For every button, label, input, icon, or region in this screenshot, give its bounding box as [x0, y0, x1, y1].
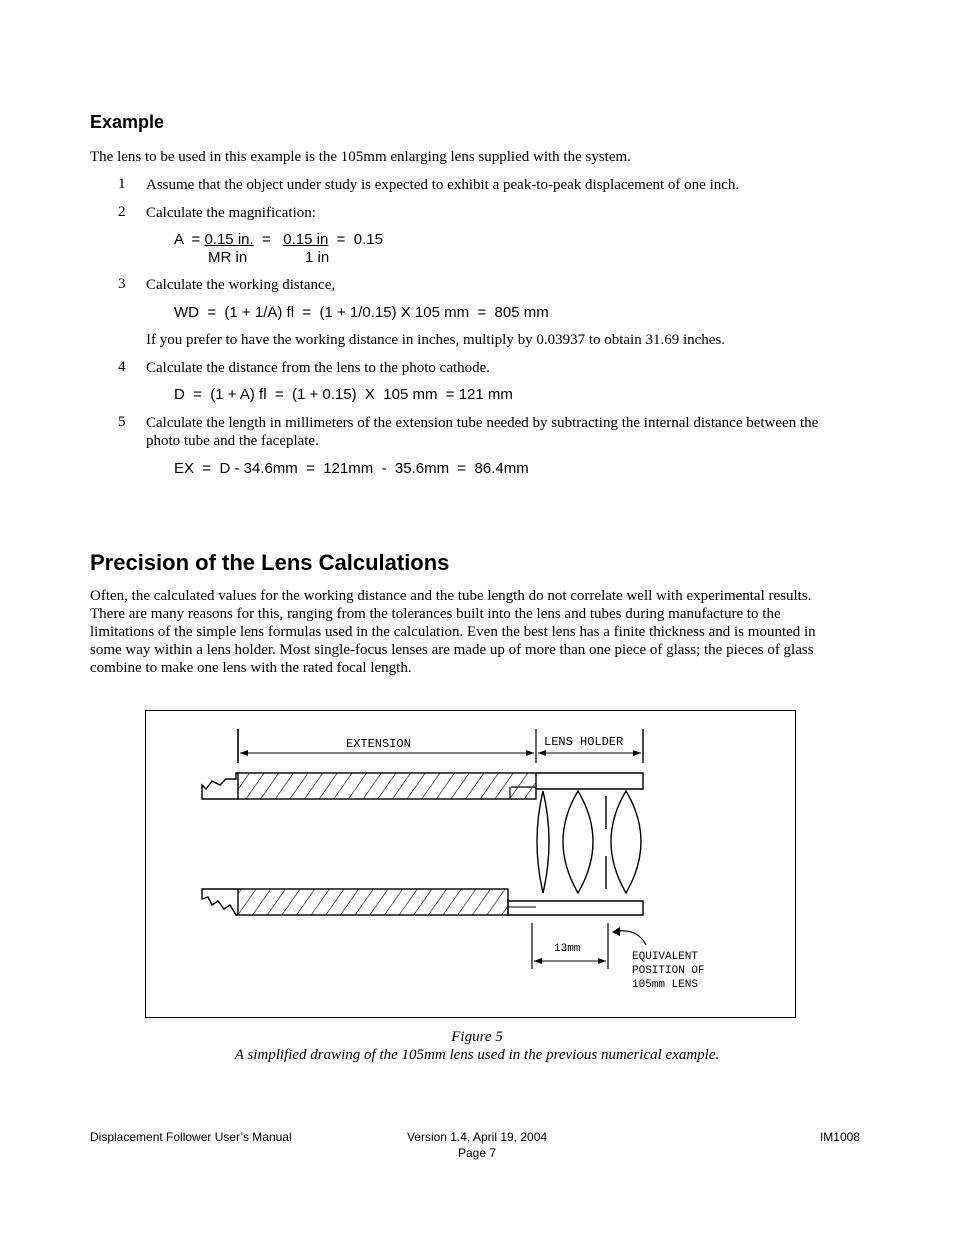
upper-tube-wall: [238, 773, 536, 799]
eq-lhs: A =: [174, 231, 205, 248]
working-distance-equation: WD = (1 + 1/A) fl = (1 + 1/0.15) X 105 mm = 805 mm: [174, 304, 549, 321]
precision-body: Often, the calculated values for the working distance and the tube length do not correlate well with experimental results. There are many reasons for this, ranging from the tolerances built into the lens and tubes during manufacture to the limitations of the simple lens formulas used in the calculation. Even the best lens has a finite thickness and is mounted in some way within a lens holder. Most single-focus lenses are made up of more than one piece of glass; the pieces of glass combine to make one lens with the rated focal length.: [90, 588, 816, 676]
upper-lens-holder: [536, 773, 643, 789]
step-number: 5: [118, 414, 126, 430]
equivalent-pointer-curve: [618, 931, 646, 945]
figure-lens-drawing: [145, 710, 796, 1018]
lens-element-2: [563, 791, 593, 893]
step-text: Calculate the working distance,: [146, 277, 336, 293]
step-text: Calculate the length in millimeters of the extension tube needed by subtracting the internal distance between the photo tube and the faceplate.: [146, 415, 819, 449]
figure-caption-text: A simplified drawing of the 105mm lens used in the previous numerical example.: [234, 1047, 720, 1063]
footer-right: IM1008: [819, 1130, 860, 1144]
magnification-equation: [174, 231, 383, 248]
eq-result: = 0.15: [328, 231, 383, 248]
lens-element-1: [537, 791, 549, 893]
13mm-arrow-left: [534, 958, 542, 964]
extension-label: EXTENSION: [346, 737, 411, 751]
eq-denominator-1: MR in: [208, 249, 248, 266]
distance-equation: D = (1 + A) fl = (1 + 0.15) X 105 mm = 121 mm: [174, 386, 513, 403]
working-distance-note: If you prefer to have the working distance in inches, multiply by 0.03937 to obtain 31.69 inches.: [146, 332, 726, 348]
eq-numerator-1: 0.15 in.: [204, 231, 254, 248]
precision-heading: Precision of the Lens Calculations: [90, 550, 450, 575]
lower-tube-wall: [238, 889, 508, 915]
step-number: 3: [118, 276, 126, 292]
step-text: Calculate the distance from the lens to the photo cathode.: [146, 360, 491, 376]
equivalent-label-line-1: EQUIVALENT: [632, 951, 699, 963]
extension-equation: EX = D - 34.6mm = 121mm - 35.6mm = 86.4mm: [174, 460, 529, 477]
step-number: 4: [118, 359, 126, 375]
lens-holder-arrow-right: [633, 750, 641, 756]
extension-arrow-left: [240, 750, 248, 756]
eq-equals: =: [253, 231, 284, 248]
example-intro: The lens to be used in this example is the 105mm enlarging lens supplied with the system.: [90, 149, 631, 165]
footer-page-number: Page 7: [457, 1146, 497, 1160]
13mm-arrow-right: [598, 958, 606, 964]
lens-diagram: [146, 711, 795, 1017]
eq-denominator-2: 1 in: [305, 249, 330, 266]
footer-version: Version 1.4, April 19, 2004: [406, 1130, 548, 1144]
upper-thread-end: [202, 773, 238, 799]
footer-left: Displacement Follower User’s Manual: [90, 1130, 292, 1144]
extension-arrow-right: [526, 750, 534, 756]
equivalent-label-line-2: POSITION OF: [632, 965, 705, 977]
example-heading: Example: [90, 112, 165, 132]
step-number: 2: [118, 204, 126, 220]
equivalent-pointer-arrow: [612, 927, 620, 936]
lens-holder-arrow-left: [538, 750, 546, 756]
step-text: Calculate the magnification:: [146, 205, 316, 221]
footer-center: [0, 1130, 954, 1160]
lens-holder-label: LENS HOLDER: [544, 735, 624, 749]
lens-element-3: [611, 791, 641, 893]
step-number: 1: [118, 176, 126, 192]
13mm-label: 13mm: [554, 943, 581, 955]
lower-thread-end: [202, 889, 238, 915]
step-text: Assume that the object under study is expected to exhibit a peak-to-peak displacement of one inch.: [146, 177, 740, 193]
eq-numerator-2: 0.15 in: [283, 231, 329, 248]
equivalent-label-line-3: 105mm LENS: [632, 979, 699, 991]
figure-caption-title: Figure 5: [451, 1029, 503, 1045]
